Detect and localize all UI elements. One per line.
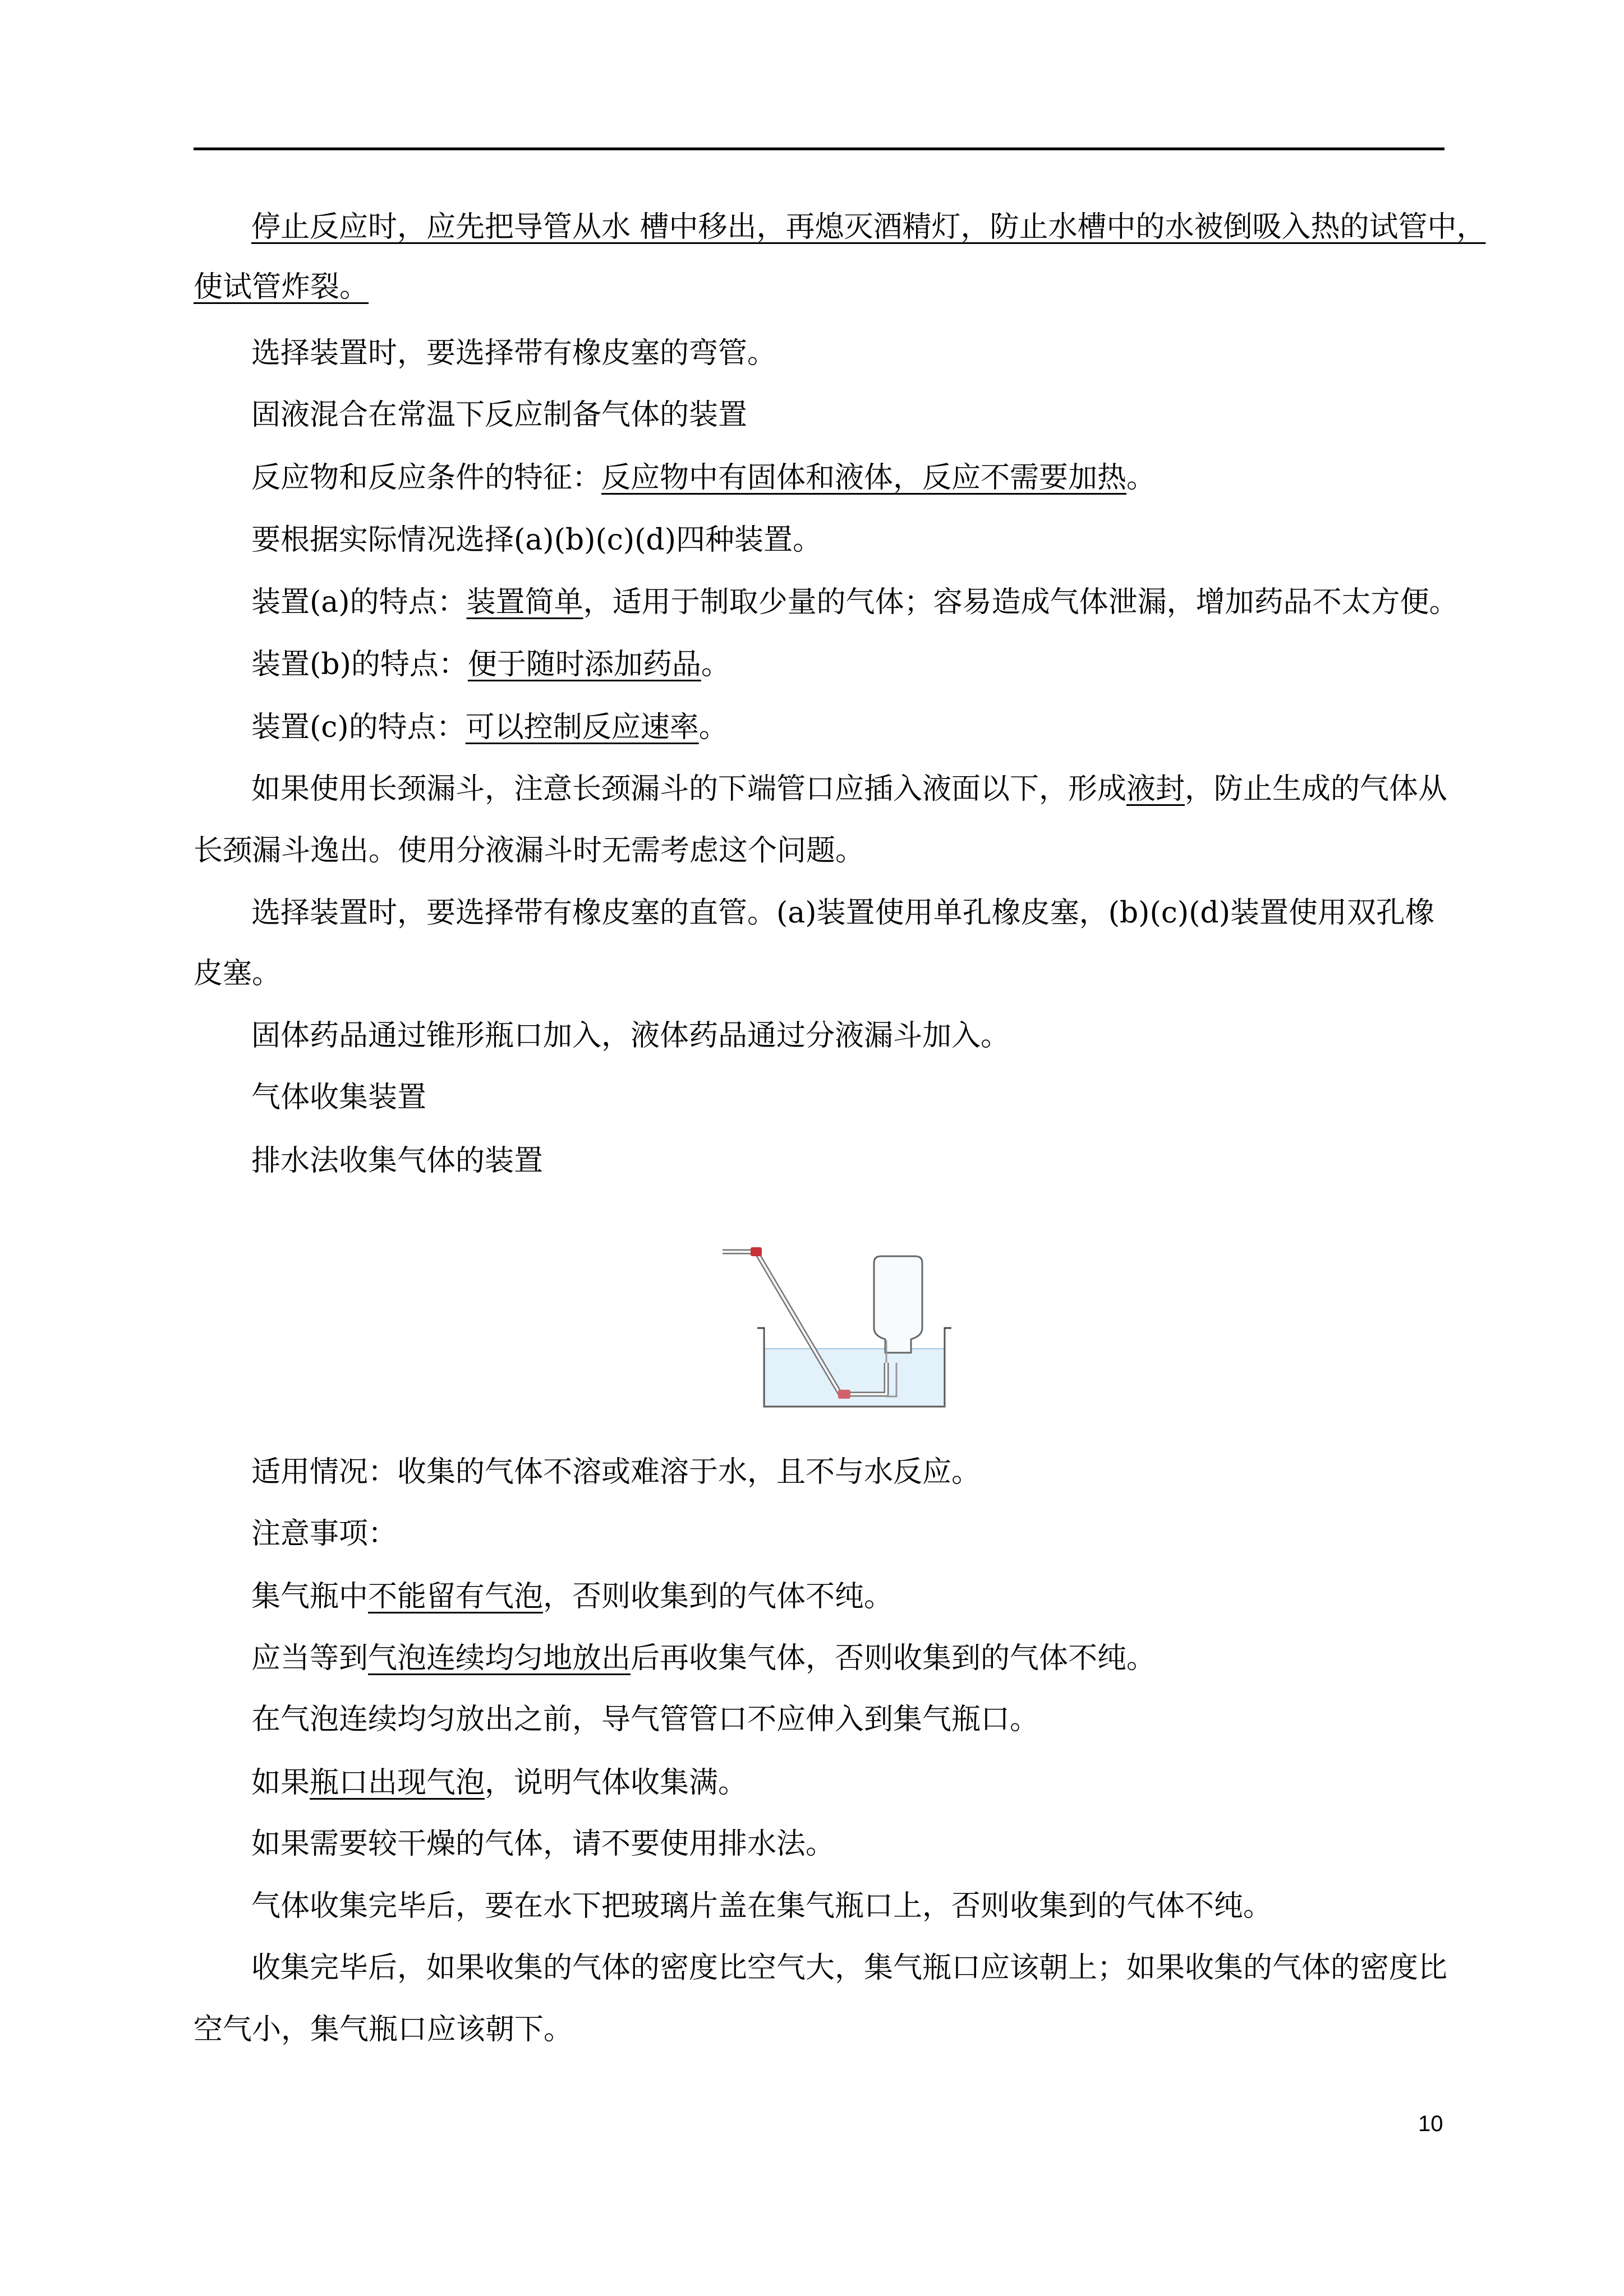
text-line bbox=[194, 398, 1444, 432]
text-segment: 反应物和反应条件的特征： bbox=[251, 461, 602, 495]
text-segment: 集气瓶中 bbox=[251, 1580, 369, 1613]
text-segment: 应当等到 bbox=[251, 1642, 369, 1675]
text-segment: 。 bbox=[1126, 461, 1156, 495]
text-line bbox=[194, 1081, 1444, 1114]
text-segment: 固液混合在常温下反应制备气体的装置 bbox=[251, 398, 748, 432]
text-segment: 长颈漏斗逸出。使用分液漏斗时无需考虑这个问题。 bbox=[194, 834, 865, 868]
header-rule bbox=[194, 147, 1444, 150]
text-line bbox=[194, 1517, 1444, 1551]
text-segment: 注意事项： bbox=[251, 1517, 398, 1551]
underlined-text: 瓶口出现气泡 bbox=[310, 1766, 485, 1800]
text-segment: 。 bbox=[698, 711, 728, 744]
text-line bbox=[194, 1827, 1444, 1861]
text-line bbox=[194, 461, 1444, 495]
page-number: 10 bbox=[1418, 2111, 1443, 2136]
text-line bbox=[194, 648, 1444, 681]
underlined-text: 不能留有气泡 bbox=[368, 1580, 544, 1613]
text-line bbox=[194, 711, 1444, 744]
text-line bbox=[194, 1019, 1444, 1053]
underlined-text: 气泡连续均匀地放出 bbox=[368, 1642, 631, 1675]
text-segment: 适用情况：收集的气体不溶或难溶于水，且不与水反应。 bbox=[251, 1455, 981, 1489]
text-line bbox=[194, 2013, 1444, 2046]
text-segment: ，否则收集到的气体不纯。 bbox=[543, 1580, 894, 1613]
text-line bbox=[194, 1703, 1444, 1736]
underlined-text: 使试管炸裂。 bbox=[194, 270, 369, 304]
text-line bbox=[194, 896, 1444, 930]
text-segment: 排水法收集气体的装置 bbox=[251, 1144, 544, 1178]
text-line bbox=[194, 210, 1486, 244]
text-line bbox=[194, 772, 1448, 806]
text-line bbox=[194, 1580, 1444, 1613]
text-line bbox=[194, 1951, 1448, 1985]
text-segment: 装置(a)的特点： bbox=[251, 585, 467, 619]
text-segment: 皮塞。 bbox=[194, 957, 282, 990]
trough-water bbox=[763, 1349, 945, 1407]
text-line bbox=[194, 336, 1444, 370]
underlined-text: 可以控制反应速率 bbox=[465, 711, 699, 744]
text-segment: 如果需要较干燥的气体，请不要使用排水法。 bbox=[251, 1827, 835, 1861]
underlined-text: 装置简单 bbox=[466, 585, 583, 619]
underlined-text: 反应物中有固体和液体，反应不需要加热 bbox=[601, 461, 1127, 495]
text-segment: 。 bbox=[701, 648, 730, 681]
text-segment: 如果使用长颈漏斗，注意长颈漏斗的下端管口应插入液面以下，形成 bbox=[251, 772, 1127, 806]
text-line bbox=[194, 585, 1459, 619]
text-segment: 后再收集气体，否则收集到的气体不纯。 bbox=[631, 1642, 1156, 1675]
text-segment: 如果 bbox=[251, 1766, 310, 1800]
text-segment: 要根据实际情况选择(a)(b)(c)(d)四种装置。 bbox=[251, 523, 822, 557]
text-segment: 装置(b)的特点： bbox=[251, 648, 468, 681]
text-line bbox=[194, 957, 1444, 990]
underlined-text: 便于随时添加药品 bbox=[467, 648, 701, 681]
text-segment: ，说明气体收集满。 bbox=[485, 1766, 748, 1800]
water-displacement-apparatus-figure bbox=[718, 1228, 965, 1413]
rubber-connector-bottom bbox=[838, 1390, 850, 1399]
text-line bbox=[194, 1144, 1444, 1178]
text-segment: ，适用于制取少量的气体；容易造成气体泄漏，增加药品不太方便。 bbox=[583, 585, 1459, 619]
text-line bbox=[194, 523, 1444, 557]
text-line bbox=[194, 834, 1444, 868]
text-segment: 选择装置时，要选择带有橡皮塞的直管。(a)装置使用单孔橡皮塞，(b)(c)(d)装置使用双孔橡 bbox=[251, 896, 1434, 930]
text-line bbox=[194, 1766, 1444, 1800]
text-segment: 固体药品通过锥形瓶口加入，液体药品通过分液漏斗加入。 bbox=[251, 1019, 1010, 1053]
text-segment: 气体收集装置 bbox=[251, 1081, 427, 1114]
text-segment: 空气小，集气瓶口应该朝下。 bbox=[194, 2013, 573, 2046]
gas-collection-bottle bbox=[874, 1256, 922, 1353]
text-segment: ，防止生成的气体从 bbox=[1185, 772, 1448, 806]
text-segment: 在气泡连续均匀放出之前，导气管管口不应伸入到集气瓶口。 bbox=[251, 1703, 1039, 1736]
rubber-stopper-top bbox=[751, 1247, 762, 1256]
text-segment: 气体收集完毕后，要在水下把玻璃片盖在集气瓶口上，否则收集到的气体不纯。 bbox=[251, 1889, 1273, 1923]
text-segment: 装置(c)的特点： bbox=[251, 711, 466, 744]
text-segment: 收集完毕后，如果收集的气体的密度比空气大，集气瓶口应该朝上；如果收集的气体的密度比 bbox=[251, 1951, 1448, 1985]
text-segment: 选择装置时，要选择带有橡皮塞的弯管。 bbox=[251, 336, 777, 370]
text-line bbox=[194, 270, 1444, 304]
underlined-text: 停止反应时，应先把导管从水 槽中移出，再熄灭酒精灯，防止水槽中的水被倒吸入热的试管中， bbox=[251, 210, 1486, 244]
text-line bbox=[194, 1455, 1444, 1489]
underlined-text: 液封 bbox=[1126, 772, 1185, 806]
text-line bbox=[194, 1642, 1444, 1675]
text-line bbox=[194, 1889, 1444, 1923]
